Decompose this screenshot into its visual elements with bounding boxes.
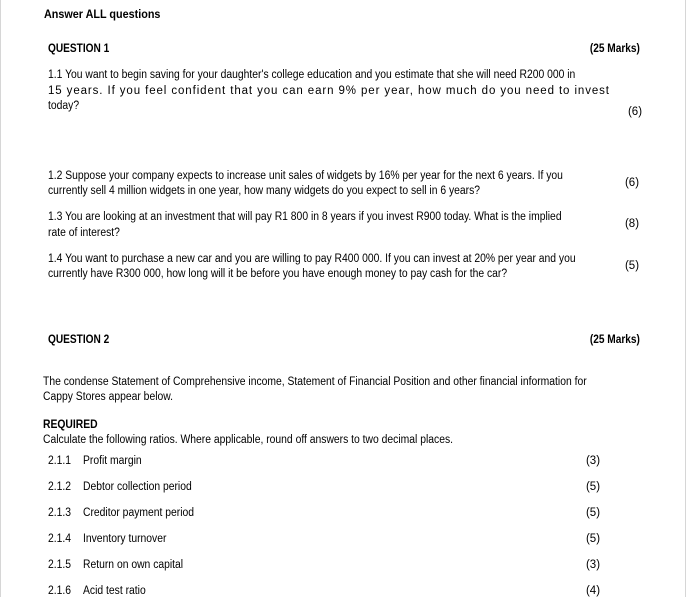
ratio-mark: (5) — [585, 533, 601, 545]
ratio-label: Creditor payment period — [83, 507, 195, 519]
required-title: REQUIRED — [43, 419, 98, 431]
q1-1-line2: 15 years. If you feel confident that you can earn 9% per year, how much do you need to invest — [48, 85, 610, 97]
question-1-marks: (25 Marks) — [589, 43, 640, 55]
ratio-number: 2.1.4 — [48, 533, 72, 545]
q1-1-line1: 1.1 You want to begin saving for your daughter's college education and you estimate that she will need R200 000 in — [48, 69, 576, 81]
q1-1-line3: today? — [48, 100, 80, 112]
q1-4-line1: 1.4 You want to purchase a new car and you are willing to pay R400 000. If you can invest at 20% per year and you — [48, 253, 576, 265]
ratio-number: 2.1.5 — [48, 559, 72, 571]
q1-4-mark: (5) — [624, 260, 640, 272]
q1-2-mark: (6) — [624, 177, 640, 189]
q1-2-line2: currently sell 4 million widgets in one year, how many widgets do you expect to sell in 6 years? — [48, 185, 481, 197]
ratio-mark: (3) — [585, 559, 601, 571]
ratio-mark: (5) — [585, 507, 601, 519]
ratio-label: Debtor collection period — [83, 481, 192, 493]
q1-3-line1: 1.3 You are looking at an investment that will pay R1 800 in 8 years if you invest R900 today. What is the implied — [48, 211, 562, 223]
ratio-number: 2.1.3 — [48, 507, 72, 519]
question-1-title: QUESTION 1 — [48, 43, 110, 55]
ratio-label: Profit margin — [83, 455, 142, 467]
ratio-mark: (4) — [585, 585, 601, 597]
ratio-label: Inventory turnover — [83, 533, 167, 545]
required-text: Calculate the following ratios. Where applicable, round off answers to two decimal places. — [43, 434, 454, 446]
ratio-number: 2.1.1 — [48, 455, 72, 467]
q1-3-line2: rate of interest? — [48, 227, 120, 239]
q1-3-mark: (8) — [624, 218, 640, 230]
ratio-mark: (3) — [585, 455, 601, 467]
ratio-label: Acid test ratio — [83, 585, 146, 597]
q2-intro-line1: The condense Statement of Comprehensive income, Statement of Financial Position and other financial information for — [43, 376, 587, 388]
ratio-label: Return on own capital — [83, 559, 184, 571]
instructions-header: Answer ALL questions — [44, 7, 161, 21]
q1-4-line2: currently have R300 000, how long will it be before you have enough money to pay cash for the car? — [48, 268, 508, 280]
question-2-title: QUESTION 2 — [48, 334, 110, 346]
q1-1-mark: (6) — [627, 106, 643, 118]
ratio-number: 2.1.6 — [48, 585, 72, 597]
q1-2-line1: 1.2 Suppose your company expects to increase unit sales of widgets by 16% per year for the next 6 years. If you — [48, 170, 563, 182]
q2-intro-line2: Cappy Stores appear below. — [43, 391, 174, 403]
ratio-mark: (5) — [585, 481, 601, 493]
question-2-marks: (25 Marks) — [589, 334, 640, 346]
ratio-number: 2.1.2 — [48, 481, 72, 493]
